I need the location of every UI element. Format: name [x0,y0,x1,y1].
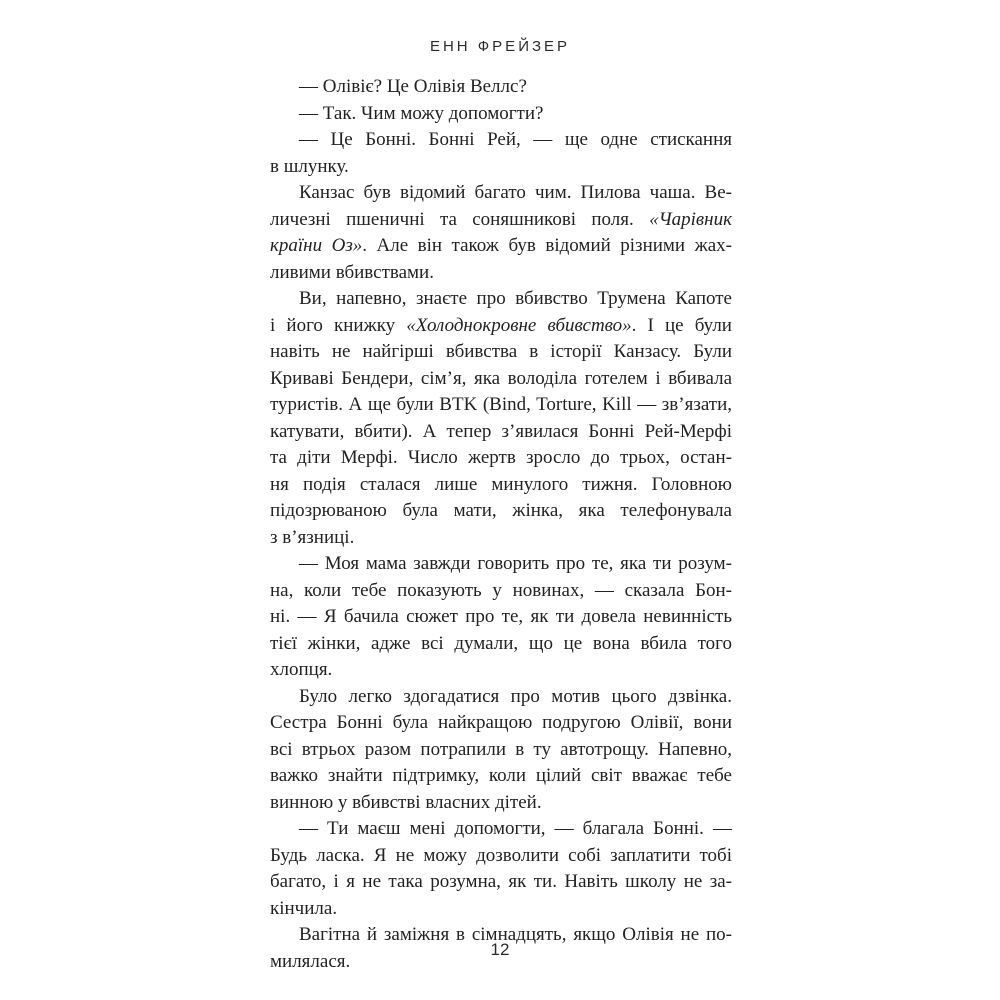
book-title-italic: «Холоднокровне вбивство» [406,314,632,336]
book-title-italic: «Чарівник [649,208,732,230]
text-line [270,313,732,340]
text-line: Будь ласка. Я не можу дозволити собі заплатити тобі [270,844,732,866]
text-line: — Моя мама завжди говорить про те, яка ти розум- [299,553,732,574]
text-line: тієї жінки, адже всі думали, що це вона вбила того [270,632,732,654]
text-line: ні. — Я бачила сюжет про те, як ти довела невинність [270,606,732,627]
text-line: Було легко здогадатися про мотив цього дзвінка. [299,685,732,707]
text-line: — Це Бонні. Бонні Рей, — ще одне стискання [299,129,732,150]
text-line: з в’язниці. [270,526,355,548]
text-line: Вагітна й заміжня в сімнадцять, якщо Олівія не по- [299,924,732,945]
text-line: навіть не найгірші вбивства в історії Канзасу. Були [270,341,732,362]
text-fragment: . Але він також був відомий різними жах- [362,235,732,256]
text-line: — Олівіє? Це Олівія Веллс? [299,76,527,97]
text-line: кінчила. [270,897,338,919]
text-line: на, коли тебе показують у новинах, — сказала Бон- [270,579,732,601]
text-line: винною у вбивстві власних дітей. [270,791,542,813]
text-line [270,233,732,260]
text-line: підозрюваною була мати, жінка, яка телефонувала [270,500,732,521]
text-line: ня подія сталася лише минулого тижня. Головною [270,473,732,495]
text-line: ливими вбивствами. [270,261,434,283]
text-line: багато, і я не така розумна, як ти. Навіть школу не за- [270,871,732,892]
text-line: катувати, вбити). А тепер з’явилася Бонні Рей-Мерфі [270,420,732,442]
text-line: та діти Мерфі. Число жертв зросло до трьох, остан- [270,447,732,468]
text-line: — Ти маєш мені допомогти, — благала Бонні. — [299,818,732,839]
text-line: Канзас був відомий багато чим. Пилова чаша. Ве- [299,182,732,203]
book-title-italic: країни Оз» [270,235,363,256]
text-line: хлопця. [270,659,333,680]
text-line: в шлунку. [270,155,349,177]
text-line: Ви, напевно, знаєте про вбивство Трумена Капоте [299,288,732,309]
text-line: милялася. [270,950,351,972]
text-fragment: личезні пшеничні та соняшникові поля. [270,208,650,230]
page-number: 12 [490,940,510,959]
text-fragment: . І це були [631,314,732,336]
text-line: — Так. Чим можу допомогти? [299,102,544,124]
text-line: туристів. А ще були BTK (Bind, Torture, Kill — зв’язати, [270,394,732,415]
text-line [270,207,732,234]
text-line: Сестра Бонні була найкращою подругою Олівії, вони [270,712,732,733]
text-line: всі втрьох разом потрапили в ту автотрощу. Напевно, [270,738,732,760]
running-header: ЕНН ФРЕЙЗЕР [429,38,571,55]
text-line: Криваві Бендери, сім’я, яка володіла готелем і вбивала [270,367,732,389]
page-body [270,74,732,975]
text-line: важко знайти підтримку, коли цілий світ вважає тебе [270,765,732,786]
text-fragment: і його книжку [270,314,407,336]
